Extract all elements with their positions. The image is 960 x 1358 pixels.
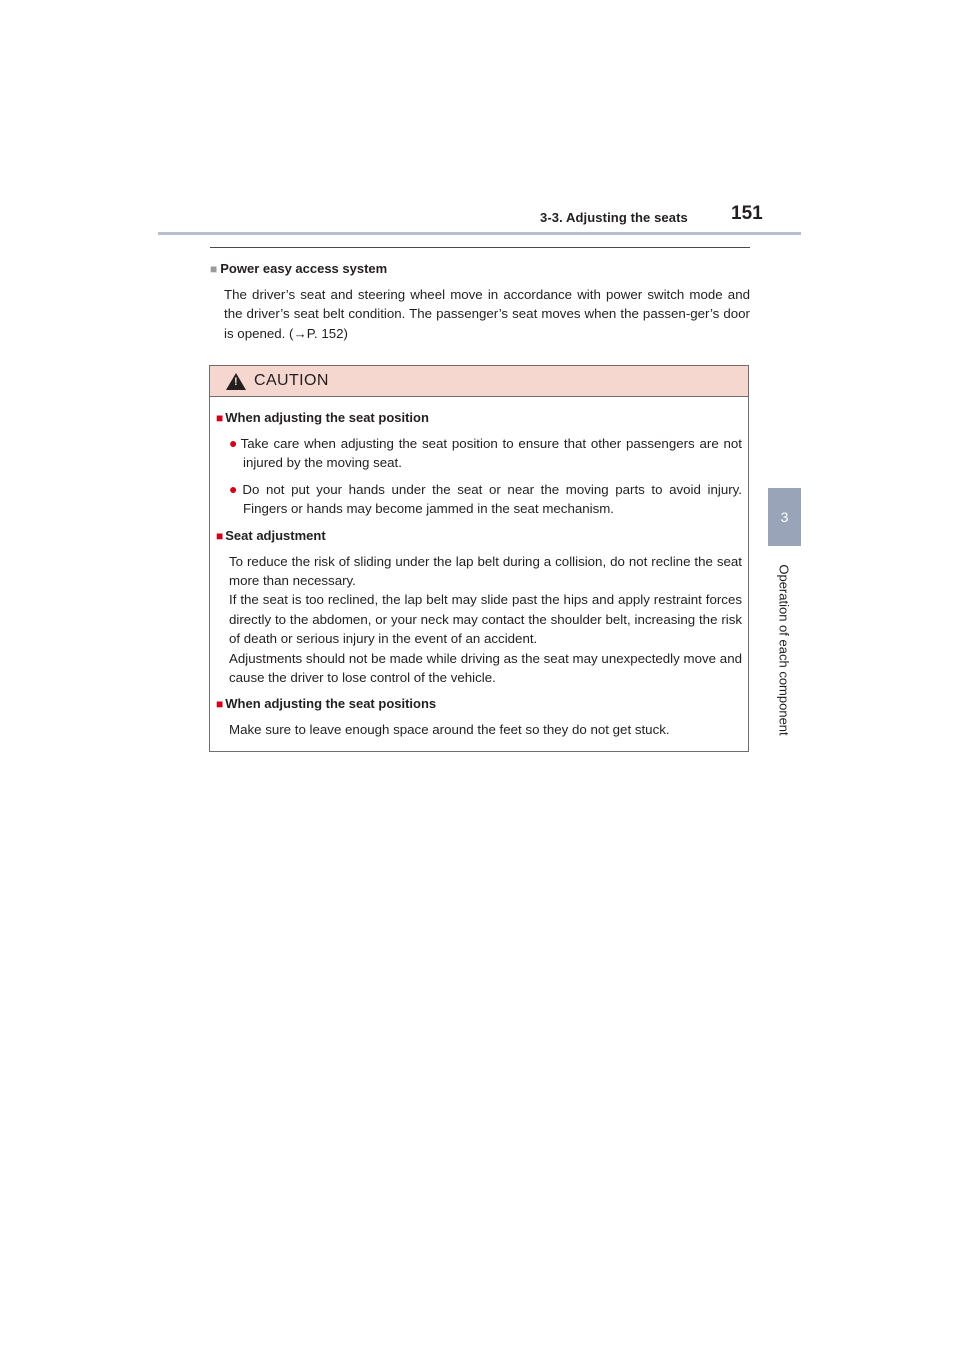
caution-body (210, 397, 748, 740)
caution-heading: ■ When adjusting the seat positions (216, 696, 437, 712)
intro-section (210, 260, 750, 343)
page-header-section: 3-3. Adjusting the seats (540, 210, 688, 225)
square-bullet-icon: ■ (216, 528, 224, 543)
chapter-number: 3 (780, 509, 789, 525)
caution-header (210, 366, 748, 397)
chapter-title-vertical: Operation of each component (776, 564, 792, 736)
warning-triangle-icon: ! (226, 373, 246, 390)
square-bullet-icon: ■ (216, 697, 224, 712)
intro-text: The driver’s seat and steering wheel move in accordance with power switch mode and the driver’s seat belt condition. The passenger’s seat moves when the passen-ger’s door is opened. (→P. 152) (224, 287, 750, 341)
square-bullet-icon: ■ (210, 262, 218, 276)
caution-bullet: ● Take care when adjusting the seat position to ensure that other passengers are not injured by the moving seat. (229, 435, 742, 471)
header-rule (158, 232, 801, 235)
intro-heading: ■ Power easy access system (210, 261, 388, 276)
caution-title: CAUTION (254, 372, 329, 389)
circle-bullet-icon: ● (229, 480, 241, 497)
chapter-tab (768, 488, 801, 546)
caution-heading: ■ When adjusting the seat position (216, 410, 429, 425)
square-bullet-icon: ■ (216, 411, 224, 425)
caution-box (209, 365, 749, 752)
page-number: 151 (731, 203, 763, 224)
thin-rule (210, 247, 750, 248)
circle-bullet-icon: ● (229, 435, 239, 451)
caution-paragraph: To reduce the risk of sliding under the lap belt during a collision, do not recline the seat more than necessary. If the seat is too reclined, the lap belt may slide past the hips and apply restraint forces directly to the abdomen, or your neck may contact the shoulder belt, increasing the risk of death or serious injury in the event of an accident. Adjustments should not be made while driving as the seat may unexpectedly move and cause the driver to lose control of the vehicle. (229, 553, 742, 686)
caution-heading: ■ Seat adjustment (216, 527, 326, 543)
caution-paragraph: Make sure to leave enough space around the feet so they do not get stuck. (229, 722, 670, 738)
caution-bullet: ● Do not put your hands under the seat or near the moving parts to avoid injury. Fingers or hands may become jammed in the seat mechanism. (229, 480, 742, 517)
